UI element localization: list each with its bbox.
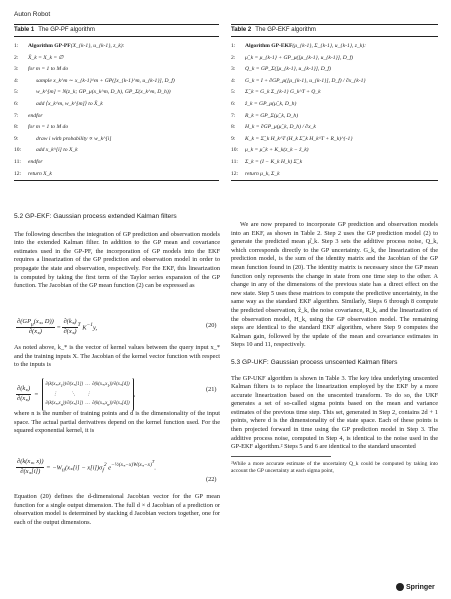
algorithm-line [14,99,219,111]
line-code: H_k = ∂GP_μ(μ̂_k, D_h) / ∂x_k [245,124,316,131]
paragraph: Equation (20) defines the d-dimensional Jacobian vector for the GP mean function for a single output dimension. The full d × d Jacobian of a prediction or observation model is determined by stacking d Jacobian vectors together, one for each of the output dimensions. [14,493,220,526]
line-number: 5: [231,89,236,96]
line-code: μ̂_k = μ_{k-1} + GP_μ([μ_{k-1}, u_{k-1}], D_f) [245,54,354,61]
paragraph: The following describes the integration of GP prediction and observation models into the extended Kalman filter. In addition to the GP mean and covariance estimates used in the GP-PF, the incorporation of GP models into the EKF requires a linearization of the GP prediction and observation model in order to propagate the state and observation, respectively. For the EKF, this linearization is computed by taking the first term of the Taylor series expansion of the GP function. The Jacobian of the GP mean function (2) can be expressed as [14,230,220,290]
algorithm-line [231,145,438,157]
algorithm-line [14,157,219,169]
equation-22: $\frac{\partial(k(x_*, x))}{\partial(x_*[i])}$ = $-W_{ii}(x_*[i] - x[i])\sigma_f^2$ $e^{-\frac{1}{2}(x_*-x)W(x_*-x)^T}$. [17,458,157,478]
algorithm-line [231,41,438,53]
algorithm-line [14,76,219,88]
equation-21: $\frac{\partial(k_*)}{\partial(x_*)}$ = $\partial(k(x_*,x_1))/\partial(x_*[1])$ … $\partial(k(x_*,x_1))/\partial(x_*[d])$ ⋮ ⋱ ⋮ $\partial(k(x_*,x_n))/\partial(x_*[1])$ … $\partial(k(x_*,x_n))/\partial(x_*[d])$ , [16,378,135,411]
line-code: G_k = I + ∂GP_μ([μ_{k-1}, u_{k-1}], D_f) / ∂x_{k-1} [245,77,366,84]
line-number: 9: [14,135,19,142]
algorithm-line [231,111,438,123]
line-number: 8: [231,124,236,131]
line-number: 1: [14,43,19,49]
line-code: Σ_k = (I − K_k H_k) Σ̂_k [245,158,303,165]
equation-number: (21) [206,386,217,393]
line-number: 1: [231,43,236,49]
table-caption: Table 2 The GP-EKF algorithm [231,25,438,37]
line-code: sample x_k^m ∼ x_{k-1}^m + GP([x_{k-1}^m, u_{k-1}], D_f) [36,77,175,84]
line-number: 4: [231,77,236,84]
paragraph: where n is the number of training points and d is the dimensionality of the input space. The actual partial derivatives depend on the kernel function used. For the squared exponential kernel, it is [14,410,220,435]
algorithm-line [231,87,438,99]
algorithm-line [14,111,219,123]
algorithm-listing [231,37,438,181]
algorithm-line [14,122,219,134]
line-number: 3: [231,66,236,73]
equation-number: (22) [206,476,217,483]
line-number: 2: [231,54,236,61]
right-column [231,221,438,475]
left-column-cont [14,344,220,370]
line-number: 6: [14,100,19,107]
algorithm-line [14,53,219,65]
line-code: add x_k^[i] to X_k [36,147,78,154]
algorithm-line [231,122,438,134]
footnote: ²While a more accurate estimate of the uncertainty Q_k could be computed by taking into account the GP uncertainty at each sigma point, [231,460,438,475]
line-code: add ⟨x_k^m, w_k^[m]⟩ to X̄_k [36,100,103,107]
equation-number: (20) [206,322,217,329]
line-number: 11: [231,158,238,165]
line-code: R_k = GP_Σ(μ̂_k, D_h) [245,112,299,119]
algorithm-line [231,64,438,76]
line-code: endfor [28,112,43,119]
line-code: endfor [28,158,43,165]
line-code: return μ_k, Σ_k [245,170,280,177]
left-column-cont [14,493,220,527]
line-number: 10: [14,147,22,154]
table-gp-pf [14,24,219,181]
line-code: K_k = Σ̂_k H_k^T (H_k Σ̂_k H_k^T + R_k)^{-1} [245,135,353,142]
algorithm-line [14,87,219,99]
algorithm-line [231,169,438,181]
line-number: 12: [14,170,22,177]
line-code: w_k^[m] = N(z_k; GP_μ(x_k^m, D_h), GP_Σ(x_k^m, D_h)) [36,89,171,96]
paragraph: The GP-UKF algorithm is shown in Table 3. The key idea underlying unscented Kalman filters is to replace the linearization employed by the EKF by a more accurate linearization based on the unscented transform. To do so, the UKF generates a set of so-called sigma points based on the mean and variance estimates of the previous time step. This set, generated in Step 2, contains 2d + 1 points, where d is the dimensionality of the state space. Each of these points is then projected forward in time using the GP prediction model in Step 3. The additive process noise, computed in Step 4, is identical to the noise used in the GP-EKF algorithm.² Steps 5 and 6 are identical to the standard unscented [231,374,438,451]
springer-horse-icon [396,583,404,591]
left-column-cont [14,410,220,436]
line-number: 10: [231,147,239,154]
paragraph: As noted above, k_* is the vector of kernel values between the query input x_* and the training inputs X. The Jacobian of the kernel vector function with respect to the inputs is [14,344,220,369]
table-caption: Table 1 The GP-PF algorithm [14,25,219,37]
line-code: Algorithm GP-PF(X_{k-1}, u_{k-1}, z_k): [28,43,125,49]
table-label: Table 1 [14,27,35,33]
line-code: Q_k = GP_Σ([μ_{k-1}, u_{k-1}], D_f) [245,66,331,73]
algorithm-line [14,169,219,181]
algorithm-line [231,99,438,111]
line-code: draw i with probability ∝ w_k^[i] [36,135,112,142]
algorithm-line [231,134,438,146]
line-number: 12: [231,170,239,177]
left-column [14,213,220,291]
running-header: Auton Robot [14,11,51,18]
algorithm-listing [14,37,219,181]
line-number: 2: [14,54,19,61]
line-code: Algorithm GP-EKF(μ_{k-1}, Σ_{k-1}, u_{k-1}, z_k): [245,43,366,49]
algorithm-line [231,157,438,169]
line-code: μ_k = μ̂_k + K_k(z_k − ẑ_k) [245,147,309,154]
algorithm-line [14,145,219,157]
algorithm-line [231,53,438,65]
algorithm-line [14,134,219,146]
line-number: 4: [14,77,19,84]
table-gp-ekf [231,24,438,181]
line-number: 7: [231,112,236,119]
line-code: X̄_k = X_k = ∅ [28,54,64,61]
line-code: for m = 1 to M do [28,124,69,131]
line-number: 8: [14,124,19,131]
publisher-logo: Springer [396,583,435,591]
equation-20: $\frac{\partial(GP_\mu(x_*, D))}{\partial(x_*)}$ = $\frac{\partial(k_*)}{\partial(x_*)}$ $^T$ $K^{-1}y$, [17,318,98,338]
line-code: Σ̂_k = G_k Σ_{k-1} G_k^T + Q_k [245,89,321,96]
algorithm-line [14,41,219,53]
paragraph: We are now prepared to incorporate GP prediction and observation models into an EKF, as shown in Table 2. Step 2 uses the GP prediction model (2) to generate the predicted mean μ̂_k. Step 3 sets the additive process noise, Q_k, which corresponds directly to the GP uncertainty. G_k, the linearization of the prediction model, is the sum of the identity matrix and the Jacobian of the GP mean function found in (20). The identity matrix is necessary since the GP mean function only represents the change in state from one time step to the other. A change in any of the dimensions of the previous state has a direct effect on the new state. Step 5 uses these matrices to compute the predictive uncertainty, in the same way as the standard EKF algorithm. Similarly, Steps 6 through 8 compute the predicted observation, ẑ_k, the noise covariance, R_k, and the linearization of the observation model, H_k, using the GP observation model. The remaining steps are identical to the standard EKF algorithm, where Step 9 computes the Kalman gain, followed by the update of the mean and covariance estimates in Steps 10 and 11, respectively. [231,221,438,349]
line-number: 9: [231,135,236,142]
section-heading: 5.2 GP-EKF: Gaussian process extended Kalman filters [14,213,177,220]
line-number: 6: [231,100,236,107]
line-number: 3: [14,66,19,73]
algorithm-line [231,76,438,88]
line-number: 5: [14,89,19,96]
line-code: for m = 1 to M do [28,66,69,73]
line-number: 7: [14,112,19,119]
line-code: ẑ_k = GP_μ(μ̂_k, D_h) [245,100,297,107]
line-code: return X_k [28,170,52,177]
table-label: Table 2 [231,27,252,33]
line-number: 11: [14,158,21,165]
section-heading: 5.3 GP-UKF: Gaussian process unscented Kalman filters [231,358,398,366]
algorithm-line [14,64,219,76]
